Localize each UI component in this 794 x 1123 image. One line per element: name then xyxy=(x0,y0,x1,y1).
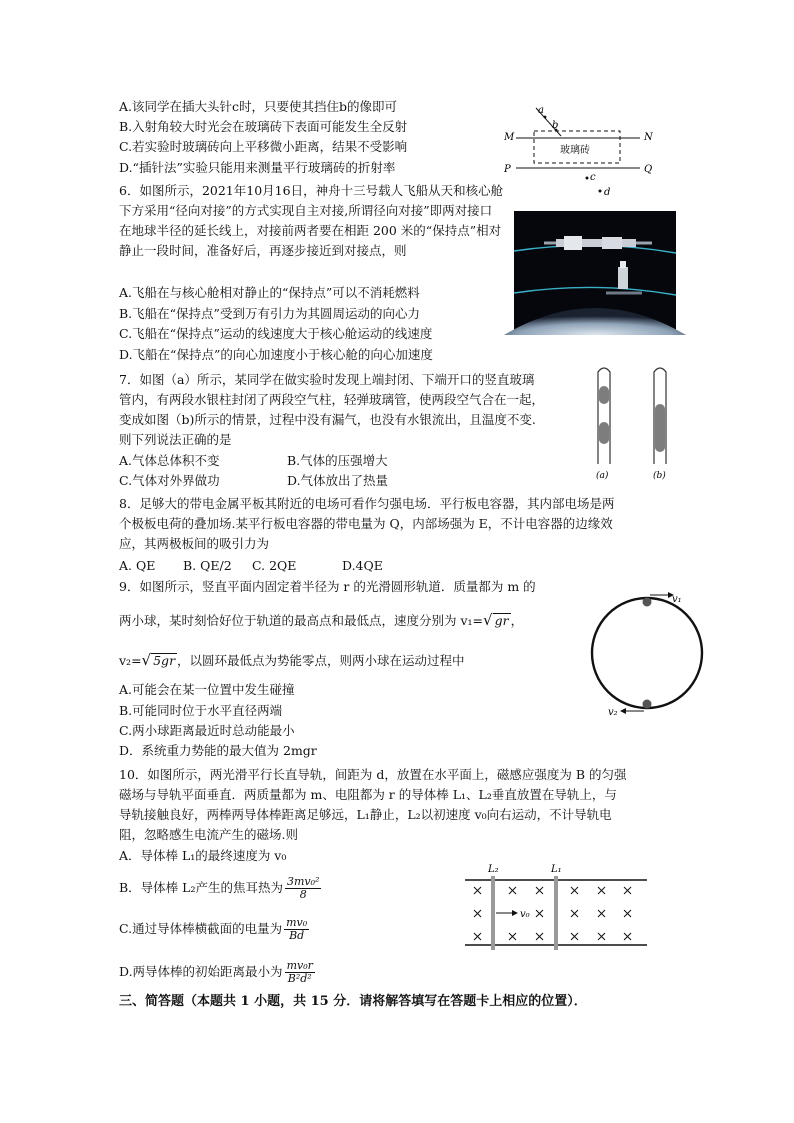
label-q: Q xyxy=(644,164,653,175)
q10-option-c: C.通过导体棒横截面的电量为 $\frac{\text{mv₀}}{Bd}$ xyxy=(119,916,308,942)
q9-option-d: D．系统重力势能的最大值为 2mgr xyxy=(119,743,317,758)
q9-line1: 9．如图所示，竖直平面内固定着半径为 r 的光滑圆形轨道．质量都为 m 的 xyxy=(119,579,536,594)
glass-brick-figure xyxy=(492,100,662,200)
label-m: M xyxy=(504,132,515,143)
q7-option-c: C.气体对外界做功 xyxy=(119,473,220,488)
q6-stem: 6．如图所示，2021年10月16日，神舟十三号载人飞船从天和核心舱下方采用“径向对接”的方式实现自主对接,所谓径向对接”即两对接口在地球半径的延长线上，对接前两者要在相距 200 米的“保持点”相对静止一段时间，准备好后，再逐步接近到对接点，则 xyxy=(119,183,504,258)
q5-option-c: C.若实验时玻璃砖向上平移微小距离，结果不受影响 xyxy=(119,139,408,154)
sqrt-gr: gr xyxy=(494,613,509,628)
label-v2: v₂ xyxy=(608,707,618,718)
tube-b xyxy=(654,368,666,464)
q9-option-b: B.可能同时位于水平直径两端 xyxy=(119,703,283,718)
circular-track-figure xyxy=(588,588,708,718)
q7-option-b: B.气体的压强增大 xyxy=(287,453,388,468)
q7-line4: 则下列说法正确的是 xyxy=(119,432,232,447)
q10-line3: 导轨接触良好，两棒两导体棒距离足够远，L₁静止，L₂以初速度 v₀向右运动，不计导轨电 xyxy=(119,807,612,822)
q5-option-d: D.“插针法”实验只能用来测量平行玻璃砖的折射率 xyxy=(119,160,396,175)
q10-line4: 阻，忽略感生电流产生的磁场.则 xyxy=(119,827,298,842)
q8-line2: 个极板电荷的叠加场.某平行板电容器的带电量为 Q，内部场强为 E，不计电容器的边缘效 xyxy=(119,516,613,531)
label-v0: v₀ xyxy=(520,909,530,920)
spacecraft-photo xyxy=(514,211,676,335)
section-3-heading: 三、简答题（本题共 1 小题，共 15 分．请将解答填写在答题卡上相应的位置）． xyxy=(119,994,587,1009)
q6-option-c: C.飞船在“保持点”运动的线速度大于核心舱运动的线速度 xyxy=(119,326,433,341)
label-c: c xyxy=(590,172,596,183)
q5-option-b: B.入射角较大时光会在玻璃砖下表面可能发生全反射 xyxy=(119,119,408,134)
q9-option-c: C.两小球距离最近时总动能最小 xyxy=(119,723,295,738)
label-b: b xyxy=(552,120,559,131)
q10-option-b: B．导体棒 L₂产生的焦耳热为 $\frac{\text{3mv₀²}}{8}$ xyxy=(119,875,320,901)
label-n: N xyxy=(644,132,653,143)
label-v1: v₁ xyxy=(672,594,682,605)
tube-a xyxy=(598,368,610,464)
q5-option-a: A.该同学在插大头针c时，只要使其挡住b的像即可 xyxy=(119,99,398,114)
q7-option-a: A.气体总体积不变 xyxy=(119,453,220,468)
q9-line2: 两小球，某时刻恰好位于轨道的最高点和最低点，速度分别为 v₁=√ gr ， xyxy=(119,611,524,629)
q8-option-a: A. QE xyxy=(119,558,156,573)
label-a: (a) xyxy=(596,471,609,481)
q8-option-b: B. QE/2 xyxy=(183,558,232,573)
q9-option-a: A.可能会在某一位置中发生碰撞 xyxy=(119,682,295,697)
label-b: (b) xyxy=(653,471,666,481)
label-l2: L₂ xyxy=(488,864,499,875)
q10-option-d: D.两导体棒的初始距离最小为 $\frac{\text{mv₀r}}{\text{B²d²}}$ xyxy=(119,959,313,985)
q7-option-d: D.气体放出了热量 xyxy=(287,473,389,488)
q8-line3: 应，其两极板间的吸引力为 xyxy=(119,536,270,551)
q10-option-a: A．导体棒 L₁的最终速度为 v₀ xyxy=(119,848,287,863)
glass-tube-figure xyxy=(590,364,680,482)
q7-line2: 管内，有两段水银柱封闭了两段空气柱，轻弹玻璃管，使两段空气合在一起， xyxy=(119,392,545,407)
label-l1: L₁ xyxy=(551,864,562,875)
q8-option-c: C. 2QE xyxy=(252,558,297,573)
sqrt-5gr: 5gr xyxy=(153,653,176,668)
q10-line1: 10．如图所示，两光滑平行长直导轨，间距为 d，放置在水平面上，磁感应强度为 B 的匀强 xyxy=(119,767,627,782)
q6-option-a: A.飞船在与核心舱相对静止的“保持点”可以不消耗燃料 xyxy=(119,285,420,300)
q7-line1: 7．如图（a）所示，某同学在做实验时发现上端封闭、下端开口的竖直玻璃 xyxy=(119,372,535,387)
q8-option-d: D.4QE xyxy=(342,558,383,573)
q6-option-b: B.飞船在“保持点”受到万有引力为其圆周运动的向心力 xyxy=(119,306,420,321)
label-brick: 玻璃砖 xyxy=(560,145,590,156)
q6-option-d: D.飞船在“保持点”的向心加速度小于核心舱的向心加速度 xyxy=(119,347,433,362)
label-a: a xyxy=(538,105,544,116)
label-p: P xyxy=(504,164,511,175)
label-d: d xyxy=(604,187,611,198)
q9-line3: v₂=√ 5gr ，以圆环最低点为势能零点，则两小球在运动过程中 xyxy=(119,651,465,669)
rails-figure xyxy=(460,860,650,955)
q8-line1: 8．足够大的带电金属平板其附近的电场可看作匀强电场．平行板电容器，其内部电场是两 xyxy=(119,496,615,511)
q7-line3: 变成如图（b)所示的情景，过程中没有漏气，也没有水银流出，且温度不变. xyxy=(119,412,536,427)
q10-line2: 磁场与导轨平面垂直．两质量都为 m、电阻都为 r 的导体棒 L₁、L₂垂直放置在导轨上，与 xyxy=(119,787,617,802)
